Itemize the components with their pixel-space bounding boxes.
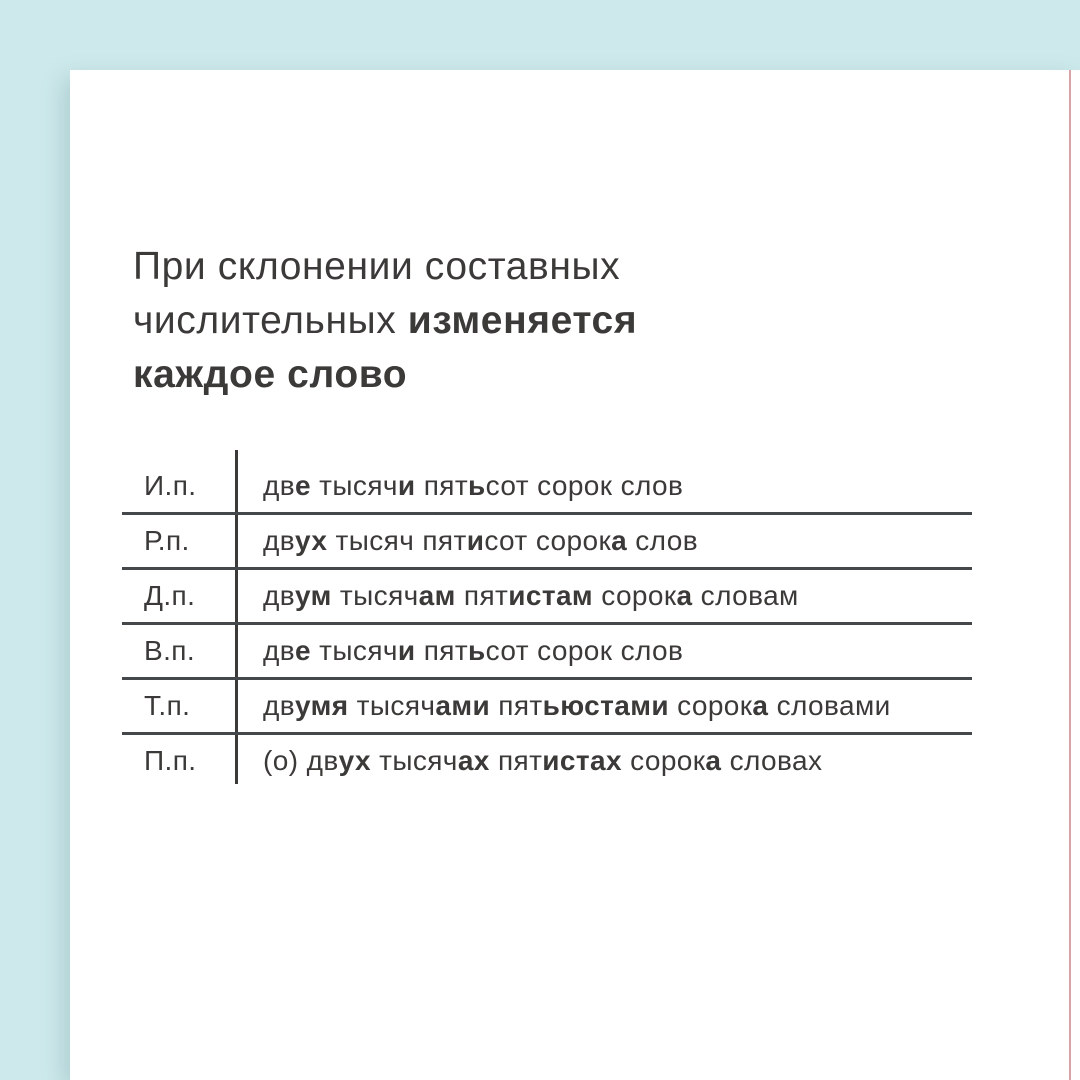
title-line-2-bold: изменяется: [407, 299, 638, 342]
table-row: [122, 680, 972, 735]
ending-highlight: ум: [295, 580, 332, 611]
table-row: [122, 460, 972, 515]
ending-highlight: е: [295, 635, 311, 666]
word-stem: словами: [768, 690, 891, 721]
ending-highlight: а: [705, 745, 722, 776]
ending-highlight: а: [752, 690, 769, 721]
title-line-3-bold: каждое слово: [133, 353, 408, 396]
word-stem: словам: [692, 580, 799, 611]
ending-highlight: ух: [295, 525, 328, 556]
declension-table: [122, 460, 972, 787]
word-stem: дв: [263, 470, 296, 501]
ending-highlight: ух: [338, 745, 371, 776]
word-stem: пят: [489, 745, 543, 776]
margin-line: [1069, 70, 1071, 1080]
ending-highlight: ам: [418, 580, 456, 611]
ending-highlight: истам: [508, 580, 594, 611]
ending-highlight: ами: [435, 690, 491, 721]
case-label: Р.п.: [144, 525, 190, 556]
word-stem: тысяч: [348, 690, 436, 721]
word-stem: тысяч пят: [327, 525, 467, 556]
ending-highlight: е: [295, 470, 311, 501]
word-stem: сот сорок слов: [485, 470, 684, 501]
ending-highlight: ах: [457, 745, 490, 776]
ending-highlight: и: [397, 470, 416, 501]
numeral-form: [235, 470, 683, 502]
numeral-form: [235, 745, 822, 777]
table-row: [122, 735, 972, 787]
ending-highlight: умя: [295, 690, 349, 721]
ending-highlight: и: [397, 635, 416, 666]
word-stem: тысяч: [331, 580, 419, 611]
title-line-1: При склонении составных: [133, 245, 621, 288]
word-stem: тысяч: [311, 635, 398, 666]
word-stem: пят: [415, 470, 469, 501]
numeral-form: [235, 525, 698, 557]
word-stem: дв: [263, 580, 296, 611]
ending-highlight: ь: [468, 470, 486, 501]
ending-highlight: ь: [468, 635, 486, 666]
table-row: [122, 570, 972, 625]
word-stem: сот сорок слов: [485, 635, 684, 666]
word-stem: сорок: [593, 580, 677, 611]
word-stem: пят: [415, 635, 469, 666]
ending-highlight: ьюстами: [542, 690, 669, 721]
word-stem: сорок: [621, 745, 706, 776]
ending-highlight: а: [676, 580, 693, 611]
numeral-form: [235, 690, 891, 722]
table-row: [122, 515, 972, 570]
word-stem: сорок: [668, 690, 753, 721]
word-stem: тысяч: [370, 745, 458, 776]
case-label: Д.п.: [144, 580, 196, 611]
title: [133, 240, 853, 402]
word-stem: пят: [490, 690, 543, 721]
word-stem: дв: [263, 635, 296, 666]
ending-highlight: и: [466, 525, 485, 556]
word-stem: словах: [721, 745, 823, 776]
word-stem: дв: [263, 525, 296, 556]
word-stem: дв: [263, 690, 296, 721]
case-label: И.п.: [144, 470, 197, 501]
word-stem: сот сорок: [484, 525, 612, 556]
case-label: Т.п.: [144, 690, 191, 721]
numeral-form: [235, 580, 799, 612]
word-stem: (о) дв: [263, 745, 339, 776]
word-stem: слов: [627, 525, 698, 556]
case-label: В.п.: [144, 635, 195, 666]
word-stem: пят: [455, 580, 509, 611]
ending-highlight: а: [611, 525, 628, 556]
title-line-2-regular: числительных: [133, 299, 408, 342]
ending-highlight: истах: [542, 745, 622, 776]
table-row: [122, 625, 972, 680]
numeral-form: [235, 635, 683, 667]
case-label: П.п.: [144, 745, 197, 776]
word-stem: тысяч: [311, 470, 398, 501]
